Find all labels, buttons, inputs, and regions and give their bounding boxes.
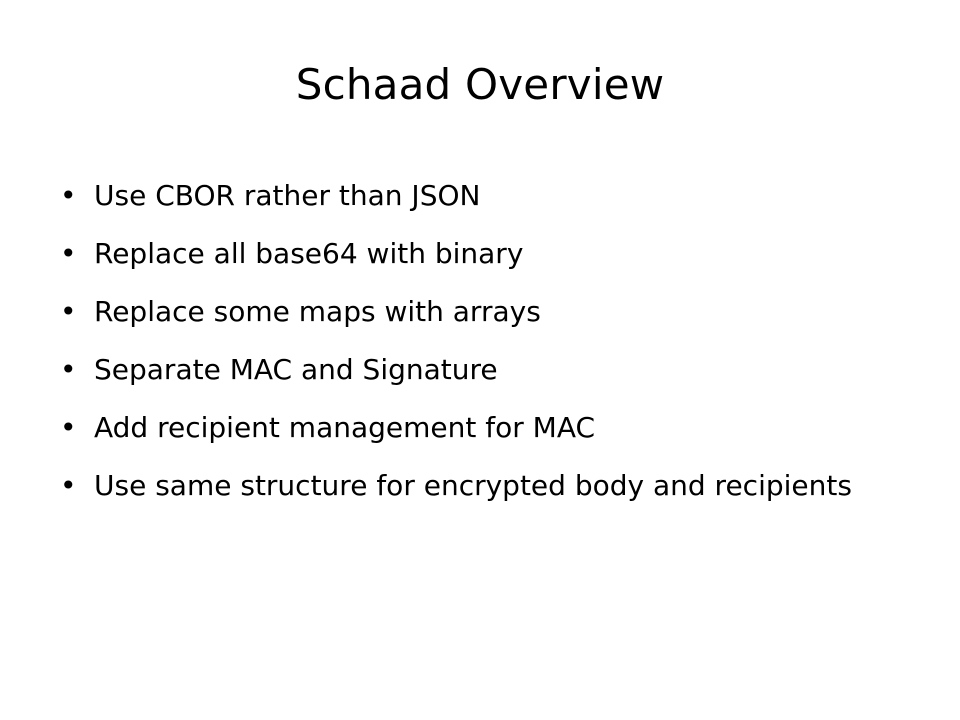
bullet-icon: •: [60, 411, 77, 444]
bullet-text: Replace all base64 with binary: [94, 237, 524, 270]
bullet-item: [60, 294, 880, 330]
bullet-icon: •: [60, 295, 77, 328]
bullet-text: Replace some maps with arrays: [94, 295, 541, 328]
bullet-item: [60, 410, 880, 446]
bullet-text: Add recipient management for MAC: [94, 411, 596, 444]
slide-title: Schaad Overview: [295, 60, 665, 109]
bullet-text: Use CBOR rather than JSON: [94, 179, 481, 212]
bullet-text: Separate MAC and Signature: [94, 353, 498, 386]
bullet-item: [60, 468, 880, 504]
bullet-item: [60, 178, 880, 214]
bullet-icon: •: [60, 179, 77, 212]
bullet-icon: •: [60, 353, 77, 386]
bullet-list: [60, 178, 880, 526]
bullet-icon: •: [60, 237, 77, 270]
bullet-item: [60, 236, 880, 272]
bullet-icon: •: [60, 469, 77, 502]
bullet-item: [60, 352, 880, 388]
bullet-text: Use same structure for encrypted body and recipients: [94, 469, 852, 502]
